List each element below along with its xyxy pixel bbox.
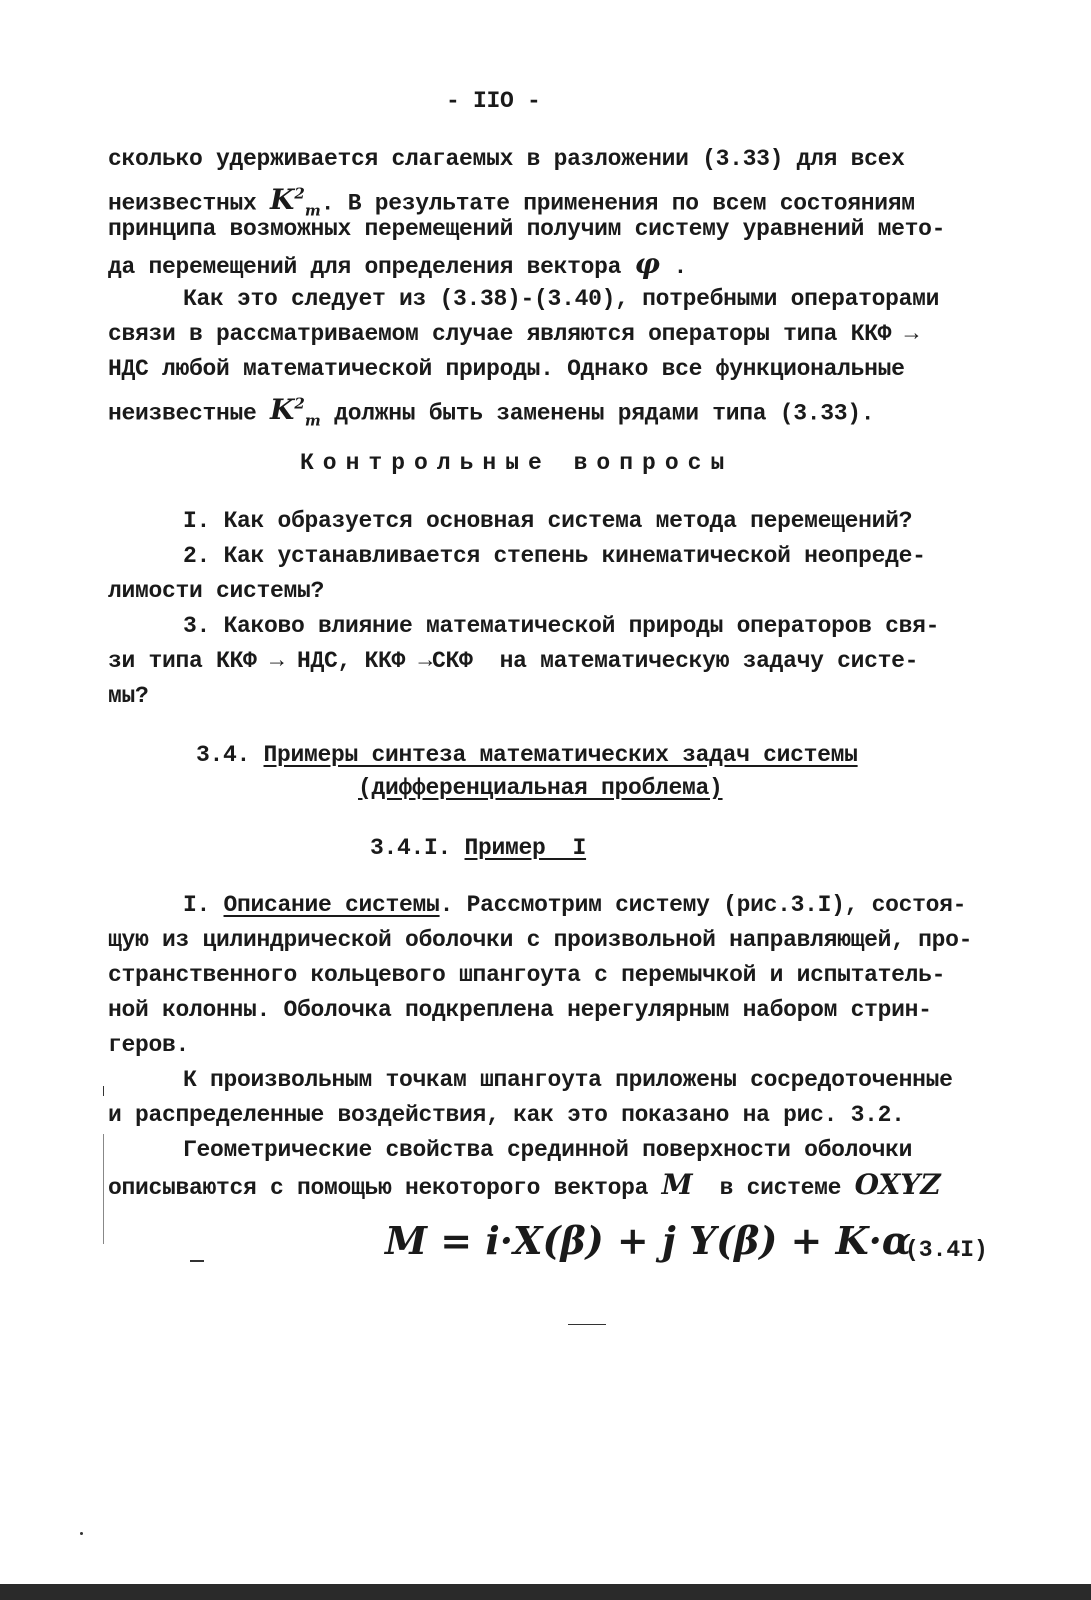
para5-line2-a: описываются с помощью некоторого вектора [108,1175,662,1201]
para3-line3: странственного кольцевого шпангоута с перемычкой и испытатель- [108,962,946,988]
phi-symbol: φ [634,247,660,280]
k-subscript-2: m [304,411,321,430]
para5-line2-b: в системе [692,1175,855,1201]
question-1: I. Как образуется основная система метода перемещений? [183,508,913,534]
para3-line1 [183,890,966,920]
question-2-line2: лимости системы? [108,578,325,604]
para5-line1: Геометрические свойства срединной поверхности оболочки [183,1137,913,1163]
question-3-line3: мы? [108,683,149,709]
questions-heading: Контрольные вопросы [300,450,734,476]
para3-lead: I. [183,892,224,918]
k-letter: K [270,183,295,217]
para3-line4: ной колонны. Оболочка подкреплена нерегулярным набором стрин- [108,997,932,1023]
subsection-title-text: Пример I [464,835,587,861]
scan-bottom-edge [0,1584,1091,1600]
subsection-number: 3.4.I. [370,835,465,861]
para4-line2: и распределенные воздействия, как это показано на рис. 3.2. [108,1102,905,1128]
section-number: 3.4. [196,742,264,768]
scan-mark-dot [80,1532,83,1535]
k-superscript: 2 [294,185,305,203]
scan-mark-tick-1 [103,1086,104,1096]
section-title-line2: (дифференциальная проблема) [358,775,723,801]
vector-m-symbol: M [661,1168,693,1201]
para2-line3: НДС любой математической природы. Однако все функциональные [108,356,905,382]
para1-line3: принципа возможных перемещений получим систему уравнений мето- [108,216,946,242]
para3-lead-title: Описание системы [223,892,440,918]
k-subscript: m [304,201,321,220]
formula-number: (3.4I) [905,1237,988,1263]
question-3-line1: 3. Каково влияние математической природы операторов свя- [183,613,940,639]
k-m-squared-symbol-2 [270,393,321,430]
para3-line5: геров. [108,1032,190,1058]
para1-line4-b: . [659,254,687,280]
para5-line2 [108,1170,941,1200]
para1-line1: сколько удерживается слагаемых в разложении (3.33) для всех [108,146,905,172]
para2-line1: Как это следует из (3.38)-(3.40), потребными операторами [183,286,940,312]
para2-line4-a: неизвестные [108,400,271,427]
scan-mark-dash [190,1260,204,1262]
para1-line4-a: да перемещений для определения вектора [108,254,635,280]
scan-mark-squiggle [568,1324,606,1325]
para2-line2: связи в рассматриваемом случае являются операторы типа ККФ → [108,321,919,347]
subsection-title [370,833,586,863]
coordinate-system-symbol: OXYZ [854,1168,941,1201]
para1-line4 [108,249,687,279]
question-2-line1: 2. Как устанавливается степень кинематической неопреде- [183,543,926,569]
k-superscript-2: 2 [294,395,305,413]
scan-mark-margin-line [103,1134,104,1244]
para3-line2: щую из цилиндрической оболочки с произвольной направляющей, про- [108,927,973,953]
formula-3-41: M = i·X(β) + j Y(β) + K·α [385,1218,912,1263]
question-3-line2: зи типа ККФ → НДС, ККФ →СКФ на математическую задачу систе- [108,648,919,674]
para1-line2 [108,179,915,220]
para1-line2-a: неизвестных [108,190,271,217]
para1-line2-b: . В результате применения по всем состояниям [320,190,915,217]
section-title-line1 [196,740,858,770]
para2-line4-b: должны быть заменены рядами типа (3.33). [320,400,875,427]
para4-line1: К произвольным точкам шпангоута приложены сосредоточенные [183,1067,953,1093]
para2-line4 [108,389,875,430]
section-title-text: Примеры синтеза математических задач системы [263,742,858,768]
k-letter-2: K [270,393,295,427]
para3-line1-rest: . Рассмотрим систему (рис.3.I), состоя- [439,892,967,918]
k-m-squared-symbol [270,183,321,220]
page-number: - IIO - [446,88,541,114]
